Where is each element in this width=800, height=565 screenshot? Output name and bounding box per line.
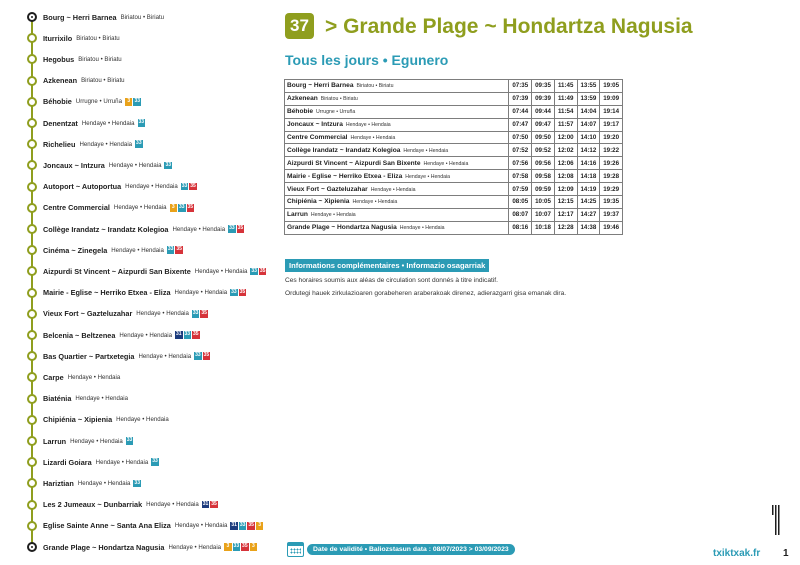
stop-name: Grande Plage ~ Hondartza Nagusia — [43, 542, 165, 552]
departure-time: 14:27 — [577, 208, 600, 221]
stop-dot-icon — [27, 97, 37, 107]
stop-item — [27, 393, 128, 405]
connection-line-badge: 33 — [134, 98, 140, 105]
timetable-stop-city: Hendaye • Hendaia — [352, 199, 398, 206]
connection-line-badge: 35 — [201, 310, 207, 317]
validity-dates: Date de validité • Baliozstasun data : 08/07/2023 > 03/09/2023 — [307, 544, 515, 555]
timetable-stop-cell — [285, 118, 509, 131]
departure-time: 14:12 — [577, 144, 600, 157]
day-title: Tous les jours • Egunero — [285, 52, 449, 68]
stop-city: Hendaye • Hendaia — [168, 543, 222, 551]
connection-line-badge: 33 — [167, 246, 174, 253]
route-title: > Grande Plage ~ Hondartza Nagusia — [325, 15, 693, 38]
departure-time: 09:35 — [532, 80, 555, 93]
timetable-stop-name: Vieux Fort ~ Gazteluzahar — [287, 185, 368, 193]
stop-city: Hendaye • Hendaia — [108, 161, 162, 169]
stop-city: Hendaye • Hendaia — [79, 140, 133, 148]
departure-time: 14:16 — [577, 157, 600, 170]
departure-time: 11:57 — [554, 118, 577, 131]
stop-name: Lizardi Goiara — [43, 457, 92, 467]
connection-badges — [194, 352, 210, 360]
connection-badges — [192, 310, 208, 318]
stop-item — [27, 371, 120, 383]
stop-dot-icon — [27, 118, 37, 128]
timetable-stop-city: Hendaye • Hendaia — [423, 160, 469, 167]
timetable-stop-city: Hendaye • Hendaia — [310, 212, 356, 219]
timetable-stop-cell — [285, 131, 509, 144]
stop-name: Larrun — [43, 436, 67, 446]
connection-line-badge: 33 — [231, 288, 237, 295]
stop-item — [27, 53, 122, 65]
timetable — [284, 79, 623, 235]
departure-time: 11:45 — [554, 80, 577, 93]
stop-city: Hendaye • Hendaia — [113, 204, 167, 212]
connection-line-badge: 35 — [190, 182, 196, 189]
departure-time: 19:20 — [600, 131, 623, 144]
connection-line-badge: 31 — [231, 522, 237, 529]
connection-line-badge: 35 — [259, 267, 266, 274]
stop-dot-icon — [27, 224, 37, 234]
connection-badges — [126, 437, 134, 445]
connection-line-badge: 31 — [202, 500, 209, 507]
stop-name: Les 2 Jumeaux ~ Dunbarriak — [43, 500, 143, 510]
departure-time: 14:07 — [577, 118, 600, 131]
timetable-stop-cell — [285, 157, 509, 170]
timetable-stop-name: Mairie - Eglise ~ Herriko Etxea - Eliza — [287, 172, 403, 180]
stop-name: Carpe — [43, 372, 64, 382]
departure-time: 09:50 — [532, 131, 555, 144]
connection-line-badge: 33 — [229, 225, 235, 232]
stop-city: Hendaye • Hendaia — [125, 183, 178, 191]
departure-time: 12:09 — [554, 183, 577, 196]
page-number: 1 — [783, 548, 789, 559]
stop-dot-icon — [27, 394, 37, 404]
connection-line-badge: 35 — [239, 288, 246, 295]
departure-time: 09:52 — [532, 144, 555, 157]
stop-city: Hendaye • Hendaia — [116, 416, 169, 424]
stop-item — [27, 117, 145, 129]
departure-time: 19:29 — [600, 183, 623, 196]
stop-name: Mairie - Eglise ~ Herriko Etxea - Eliza — [43, 288, 171, 298]
departure-time: 12:08 — [554, 170, 577, 183]
timetable-stop-name: Bourg ~ Herri Barnea — [287, 82, 354, 90]
terminus-stop-icon — [27, 542, 37, 552]
connection-line-badge: 35 — [242, 543, 248, 550]
connection-line-badge: 33 — [138, 119, 145, 126]
departure-time: 19:35 — [600, 196, 623, 209]
stop-item — [27, 477, 141, 489]
operator-logo-icon — [770, 503, 784, 537]
stop-city: Hendaye • Hendaia — [81, 119, 135, 127]
stop-dot-icon — [27, 76, 37, 86]
timetable-stop-name: Azkenean — [287, 95, 318, 103]
stop-item — [27, 499, 218, 511]
connection-line-badge: 33 — [152, 458, 158, 465]
stop-name: Bourg ~ Herri Barnea — [43, 12, 117, 22]
connection-line-badge: 33 — [233, 543, 240, 550]
departure-time: 07:58 — [509, 170, 532, 183]
timetable-stop-name: Collège Irandatz ~ Irandatz Kolegioa — [287, 146, 401, 154]
departure-time: 10:18 — [532, 221, 555, 234]
departure-time: 12:28 — [554, 221, 577, 234]
departure-time: 19:05 — [600, 80, 623, 93]
timetable-stop-city: Hendaye • Hendaia — [399, 225, 445, 232]
departure-time: 07:39 — [509, 92, 532, 105]
stop-dot-icon — [27, 457, 37, 467]
timetable-row — [285, 105, 623, 118]
info-line-eu: Ordutegi hauek zirkulazioaren gorabeheren araberakoak direnez, adierazgarri gisa emanak dira. — [285, 290, 567, 297]
departure-time: 12:06 — [554, 157, 577, 170]
timetable-stop-city: Hendaye • Hendaia — [405, 173, 451, 180]
stop-name: Vieux Fort ~ Gazteluzahar — [43, 309, 133, 319]
departure-time: 09:56 — [532, 157, 555, 170]
departure-time: 07:44 — [509, 105, 532, 118]
connection-badges — [230, 522, 263, 530]
departure-time: 13:59 — [577, 92, 600, 105]
departure-time: 14:04 — [577, 105, 600, 118]
departure-time: 12:02 — [554, 144, 577, 157]
departure-time: 08:16 — [509, 221, 532, 234]
connection-line-badge: 33 — [134, 479, 140, 486]
timetable-stop-city: Biriatou • Biriatu — [320, 96, 358, 103]
stop-name: Hegobus — [43, 54, 75, 64]
connection-badges — [170, 204, 195, 212]
stop-dot-icon — [27, 500, 37, 510]
departure-time: 07:47 — [509, 118, 532, 131]
stop-name: Béhobie — [43, 97, 72, 107]
stop-name: Collège Irandatz ~ Irandatz Kolegioa — [43, 224, 169, 234]
stop-dot-icon — [27, 436, 37, 446]
connection-line-badge: 31 — [176, 331, 182, 338]
departure-time: 07:59 — [509, 183, 532, 196]
connection-badges — [133, 480, 141, 488]
stop-item — [27, 11, 164, 23]
connection-line-badge: 33 — [165, 161, 171, 168]
timetable-stop-city: Hendaye • Hendaia — [403, 147, 449, 154]
stop-city: Hendaye • Hendaia — [111, 246, 164, 254]
connection-badges — [138, 119, 146, 127]
stop-item — [27, 32, 120, 44]
timetable-stop-cell — [285, 196, 509, 209]
departure-time: 19:22 — [600, 144, 623, 157]
timetable-stop-cell — [285, 144, 509, 157]
connection-badges — [250, 268, 266, 276]
stop-name: Richelieu — [43, 139, 76, 149]
departure-time: 09:58 — [532, 170, 555, 183]
stop-name: Centre Commercial — [43, 203, 110, 213]
connection-line-badge: 35 — [203, 352, 210, 359]
connection-line-badge: 35 — [176, 246, 182, 253]
departure-time: 07:35 — [509, 80, 532, 93]
departure-time: 19:46 — [600, 221, 623, 234]
stop-item — [27, 329, 200, 341]
connection-line-badge: 35 — [193, 331, 199, 338]
stop-city: Biriatou • Biriatu — [76, 34, 120, 42]
stop-city: Hendaye • Hendaia — [119, 331, 173, 339]
timetable-stop-city: Urrugne • Urruña — [316, 109, 356, 116]
info-line-fr: Ces horaires soumis aux aléas de circulation sont donnés à titre indicatif. — [285, 277, 498, 284]
departure-time: 09:44 — [532, 105, 555, 118]
validity-bar — [287, 542, 515, 557]
connection-line-badge: 33 — [136, 140, 142, 147]
stop-city: Hendaye • Hendaia — [67, 373, 121, 381]
timetable-stop-name: Chipiénia ~ Xipienia — [287, 198, 350, 206]
departure-time: 19:26 — [600, 157, 623, 170]
stop-name: Hariztian — [43, 478, 74, 488]
timetable-row — [285, 170, 623, 183]
stop-item — [27, 308, 208, 320]
connection-line-badge: 35 — [211, 500, 217, 507]
stop-item — [27, 414, 169, 426]
stop-item — [27, 159, 172, 171]
connection-line-badge: 33 — [192, 310, 199, 317]
departure-time: 09:47 — [532, 118, 555, 131]
stop-item — [27, 223, 244, 235]
stop-name: Chipiénia ~ Xipienia — [43, 415, 113, 425]
departure-time: 14:19 — [577, 183, 600, 196]
timetable-stop-name: Béhobie — [287, 108, 314, 116]
stop-dot-icon — [27, 288, 37, 298]
stop-item — [27, 138, 143, 150]
stop-dot-icon — [27, 351, 37, 361]
stop-dot-icon — [27, 160, 37, 170]
timetable-stop-name: Centre Commercial — [287, 134, 348, 141]
timetable-stop-name: Larrun — [287, 211, 308, 219]
departure-time: 09:39 — [532, 92, 555, 105]
connection-badges — [224, 543, 257, 551]
departure-time: 19:28 — [600, 170, 623, 183]
connection-line-badge: 3 — [250, 543, 258, 551]
stop-item — [27, 350, 210, 362]
connection-line-badge: 3 — [256, 522, 264, 530]
stop-list — [0, 0, 275, 565]
stop-item — [27, 456, 159, 468]
departure-time: 19:17 — [600, 118, 623, 131]
terminus-stop-icon — [27, 12, 37, 22]
stop-dot-icon — [27, 330, 37, 340]
departure-time: 12:17 — [554, 208, 577, 221]
stop-dot-icon — [27, 182, 37, 192]
connection-badges — [228, 225, 244, 233]
timetable-stop-cell — [285, 92, 509, 105]
stop-name: Joncaux ~ Intzura — [43, 160, 105, 170]
departure-time: 07:52 — [509, 144, 532, 157]
info-header: Informations complémentaires • Informazio osagarriak — [285, 259, 489, 272]
connection-line-badge: 33 — [251, 267, 257, 274]
stop-item — [27, 287, 246, 299]
connection-line-badge: 35 — [248, 522, 254, 529]
timetable-row — [285, 131, 623, 144]
stop-city: Biriatou • Biriatu — [81, 77, 125, 85]
timetable-stop-city: Hendaye • Hendaia — [350, 135, 396, 141]
connection-badges — [175, 331, 200, 339]
stop-city: Hendaye • Hendaia — [174, 289, 228, 297]
departure-time: 14:25 — [577, 196, 600, 209]
stop-name: Azkenean — [43, 76, 78, 86]
stop-dot-icon — [27, 478, 37, 488]
stop-name: Bas Quartier ~ Partxetegia — [43, 351, 135, 361]
stop-name: Biaténia — [43, 394, 72, 404]
connection-line-badge: 3 — [170, 204, 178, 212]
connection-badges — [230, 289, 246, 297]
connection-line-badge: 3 — [224, 543, 232, 551]
stop-name: Eglise Sainte Anne ~ Santa Ana Eliza — [43, 521, 171, 531]
timetable-stop-name: Grande Plage ~ Hondartza Nagusia — [287, 224, 397, 232]
stop-city: Hendaye • Hendaia — [138, 352, 192, 360]
stop-item — [27, 520, 263, 532]
stop-item — [27, 181, 197, 193]
timetable-stop-cell — [285, 105, 509, 118]
stop-dot-icon — [27, 372, 37, 382]
stop-item — [27, 75, 125, 87]
departure-time: 14:10 — [577, 131, 600, 144]
departure-time: 12:15 — [554, 196, 577, 209]
connection-line-badge: 33 — [184, 331, 191, 338]
stop-dot-icon — [27, 203, 37, 213]
departure-time: 10:07 — [532, 208, 555, 221]
stop-name: Aizpurdi St Vincent ~ Aizpurdi San Bixente — [43, 266, 191, 276]
stop-dot-icon — [27, 521, 37, 531]
stop-city: Urrugne • Urruña — [75, 98, 122, 106]
stop-dot-icon — [27, 309, 37, 319]
connection-line-badge: 33 — [179, 204, 185, 211]
departure-time: 09:59 — [532, 183, 555, 196]
timetable-stop-cell — [285, 221, 509, 234]
timetable-row — [285, 196, 623, 209]
stop-dot-icon — [27, 33, 37, 43]
route-number-badge: 37 — [285, 13, 314, 39]
timetable-row — [285, 144, 623, 157]
timetable-stop-cell — [285, 170, 509, 183]
stop-item — [27, 541, 257, 553]
timetable-row — [285, 118, 623, 131]
departure-time: 19:14 — [600, 105, 623, 118]
stop-city: Hendaye • Hendaia — [95, 458, 149, 466]
stop-city: Hendaye • Hendaia — [136, 310, 189, 318]
departure-time: 08:05 — [509, 196, 532, 209]
departure-time: 14:18 — [577, 170, 600, 183]
stop-city: Hendaye • Hendaia — [75, 395, 129, 403]
timetable-stop-cell — [285, 80, 509, 93]
timetable-row — [285, 92, 623, 105]
timetable-stop-city: Hendaye • Hendaia — [345, 122, 391, 129]
connection-badges — [164, 162, 172, 170]
stop-city: Biriatou • Biriatu — [120, 13, 165, 21]
connection-line-badge: 35 — [237, 225, 244, 232]
stop-item — [27, 96, 141, 108]
departure-time: 12:00 — [554, 131, 577, 144]
stop-dot-icon — [27, 54, 37, 64]
departure-time: 14:38 — [577, 221, 600, 234]
departure-time: 11:54 — [554, 105, 577, 118]
calendar-icon — [287, 542, 304, 557]
connection-badges — [151, 458, 159, 466]
stop-city: Hendaye • Hendaia — [77, 479, 131, 487]
stop-city: Hendaye • Hendaia — [174, 522, 228, 530]
connection-badges — [202, 501, 218, 509]
timetable-stop-cell — [285, 208, 509, 221]
departure-time: 07:56 — [509, 157, 532, 170]
stop-city: Hendaye • Hendaia — [194, 267, 248, 275]
timetable-row — [285, 208, 623, 221]
stop-item — [27, 244, 183, 256]
timetable-stop-cell — [285, 183, 509, 196]
connection-badges — [135, 140, 143, 148]
stop-name: Belcenia ~ Beltzenea — [43, 330, 116, 340]
stop-dot-icon — [27, 245, 37, 255]
stop-dot-icon — [27, 139, 37, 149]
stop-city: Hendaye • Hendaia — [146, 501, 199, 509]
stop-name: Iturrixilo — [43, 33, 73, 43]
timetable-row — [285, 221, 623, 234]
connection-line-badge: 33 — [126, 437, 133, 444]
stop-city: Hendaye • Hendaia — [172, 225, 226, 233]
timetable-row — [285, 157, 623, 170]
connection-line-badge: 33 — [195, 352, 201, 359]
stop-item — [27, 265, 266, 277]
stop-city: Hendaye • Hendaia — [70, 437, 123, 445]
stop-name: Denentzat — [43, 118, 78, 128]
departure-time: 10:05 — [532, 196, 555, 209]
departure-time: 19:09 — [600, 92, 623, 105]
departure-time: 19:37 — [600, 208, 623, 221]
connection-line-badge: 33 — [239, 522, 246, 529]
timetable-stop-city: Hendaye • Hendaia — [370, 186, 416, 193]
timetable-stop-name: Joncaux ~ Intzura — [287, 121, 343, 129]
connection-badges — [167, 246, 183, 254]
timetable-stop-name: Aizpurdi St Vincent ~ Aizpurdi San Bixente — [287, 159, 421, 167]
stop-name: Cinéma ~ Zinegela — [43, 245, 108, 255]
connection-badges — [125, 98, 141, 106]
connection-line-badge: 33 — [181, 182, 188, 189]
stop-name: Autoport ~ Autoportua — [43, 182, 122, 192]
departure-time: 13:55 — [577, 80, 600, 93]
stop-dot-icon — [27, 266, 37, 276]
timetable-row — [285, 80, 623, 93]
departure-time: 07:50 — [509, 131, 532, 144]
timetable-row — [285, 183, 623, 196]
stop-item — [27, 202, 194, 214]
departure-time: 08:07 — [509, 208, 532, 221]
connection-line-badge: 3 — [125, 98, 133, 106]
website-link[interactable]: txiktxak.fr — [713, 548, 761, 559]
stop-dot-icon — [27, 415, 37, 425]
connection-badges — [181, 183, 197, 191]
connection-line-badge: 35 — [187, 204, 194, 211]
stop-item — [27, 435, 133, 447]
departure-time: 11:49 — [554, 92, 577, 105]
stop-city: Biriatou • Biriatu — [78, 55, 122, 63]
timetable-stop-city: Biriatou • Biriatu — [356, 83, 394, 90]
